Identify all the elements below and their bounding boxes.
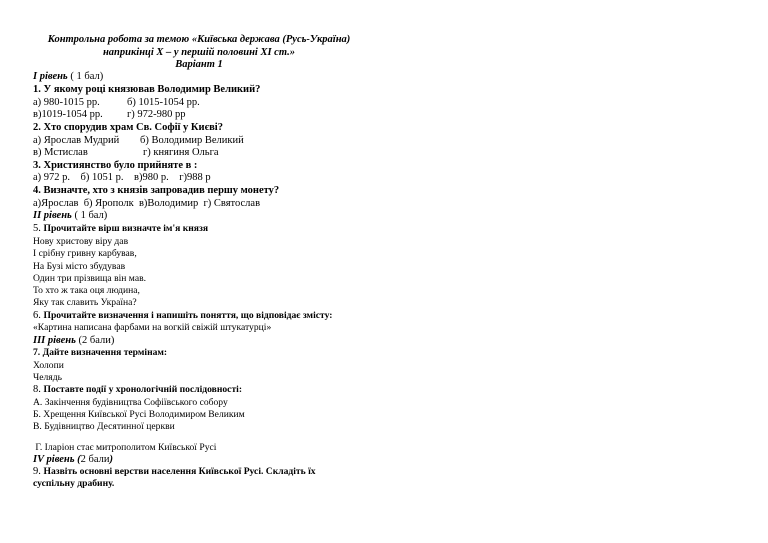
poem-line: На Бузі місто збудував [33,261,126,272]
poem-line: Нову христову віру дав [33,236,129,247]
level4-points-close: ) [109,454,114,465]
q6-text: Прочитайте визначення і напишіть поняття, що відповідає змісту: [43,310,333,321]
level2-heading: ІІ рівень [33,210,72,221]
q1-option-d: г) 972-980 рр [127,109,186,120]
event-item: А. Закінчення будівництва Софіївського собору [33,397,228,408]
level3-heading: ІІІ рівень [33,335,76,346]
q3-options: а) 972 р. б) 1051 р. в)980 р. г)988 р [33,172,211,183]
level4-points: 2 бали [80,454,110,465]
q5-text: Прочитайте вірш визначте ім'я князя [43,223,209,234]
q4-text: 4. Визначте, хто з князів запровадив першу монету? [33,185,280,196]
q2-option-d: г) княгиня Ольга [143,147,219,158]
q6-definition: «Картина написана фарбами на вогкій свіжій штукатурці» [33,322,272,333]
q6-number: 6. [33,310,44,321]
level2-points: ( 1 бал) [71,210,108,221]
q9-text-line-2: суспільну драбину. [33,478,115,489]
q1-option-b: б) 1015-1054 рр. [127,97,200,108]
poem-line: І срібну гривну карбував, [33,248,137,259]
level1-heading: І рівень [33,71,68,82]
q8-line [33,383,242,396]
level4-heading: IV рівень [33,454,75,465]
q8-text: Поставте події у хронологічній послідовності: [43,384,243,395]
level3-points: (2 бали) [75,335,115,346]
q5-line [33,222,208,235]
q2-options-row2 [33,146,219,159]
q2-option-b: б) Володимир Великий [140,135,244,146]
level2-header [33,209,107,222]
q8-number: 8. [33,384,44,395]
q2-text: 2. Хто спорудив храм Св. Софії у Києві? [33,122,223,133]
q2-option-a: а) Ярослав Мудрий [33,135,120,146]
q3-text: 3. Християнство було прийняте в : [33,160,198,171]
poem-line: То хто ж така оця людина, [33,285,140,296]
q5-number: 5. [33,223,44,234]
q4-options: а)Ярослав б) Ярополк в)Володимир г) Святослав [33,198,261,209]
q9-text-line-1: Назвіть основні верстви населення Київської Русі. Складіть їх [43,466,316,477]
level4-points-open: ( [74,454,81,465]
event-item: В. Будівництво Десятинної церкви [33,421,175,432]
title-line-1: Контрольна робота за темою «Київська держава (Русь-Україна) [47,34,351,45]
q1-option-c: в)1019-1054 рр. [33,109,103,120]
q1-option-a: а) 980-1015 рр. [33,97,100,108]
level1-header [33,70,103,83]
event-item: Г. Іларіон стає митрополитом Київської Русі [33,442,217,453]
q2-option-c: в) Мстислав [33,147,88,158]
term-item: Холопи [33,360,64,371]
q1-options-row2 [33,108,186,121]
q9-number: 9. [33,466,44,477]
title-line-2: наприкінці X – у першій половині XI ст.» [102,47,296,58]
term-item: Челядь [33,372,62,383]
poem-line: Яку так славить Україна? [33,297,137,308]
q7-text: 7. Дайте визначення термінам: [33,347,168,358]
q1-text: 1. У якому році князював Володимир Великий? [33,84,261,95]
level1-points: ( 1 бал) [67,71,104,82]
event-item: Б. Хрещення Київської Русі Володимиром Великим [33,409,245,420]
variant-label: Варіант 1 [175,59,223,70]
poem-line: Один три прізвища він мав. [33,273,147,284]
